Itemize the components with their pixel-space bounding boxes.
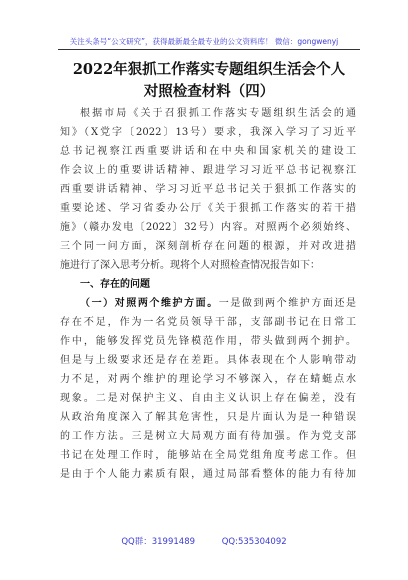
document-title-line-2: 对照检查材料（四） [143,83,275,100]
header-banner: 关注头条号“公文研究”，获得最新最全最专业的公文资料库！ 微信：gongwenyj [69,37,339,46]
body-line: 是由于个人能力素质有限，通过局部看整体的能力有待加 [60,469,356,480]
body-line: 重要论述、学习省委办公厅《关于狠抓工作落实的若干措 [60,203,356,214]
body-line: 作中，能够发挥党员先锋模范作用，带头做到两个拥护。 [60,336,356,347]
header-divider [58,49,360,50]
body-line: 施》（赣办发电〔2022〕32号）内容。对照两个必须始终、 [60,222,356,233]
document-title-line-1: 2022年狠抓工作落实专题组织生活会个人 [72,61,346,78]
body-line: 西重要讲话精神、学习习近平总书记关于狠抓工作落实的 [60,184,356,195]
footer-qq-number: QQ:535304092 [221,537,287,547]
body-line: 根据市局《关于召狠抓工作落实专题组织生活会的通 [80,108,356,119]
body-line: 从政治角度深入了解其危害性，只是片面认为是一种错误 [60,412,356,423]
document-body [60,104,356,484]
body-line: 存在不足，作为一名党员领导干部，支部副书记在日常工 [60,317,356,328]
body-line: 的工作方法。三是树立大局观方面有待加强。作为党支部 [60,431,356,442]
body-line: 总书记视察江西重要讲话和在中央和国家机关的建设工 [60,146,356,157]
body-line: 现象。二是对保护主义、自由主义认识上存在偏差，没有 [60,393,356,404]
body-line: 书记在处理工作时，能够站在全局党组角度考虑工作。但 [60,450,356,461]
body-line: 施进行了深入思考分析。现将个人对照检查情况报告如下： [60,260,320,271]
subsection-text: 一是做到两个维护方面还是 [218,298,356,309]
footer-contact [0,535,408,547]
body-line: 但是与上级要求还是存在差距。具体表现在个人影响带动 [60,355,356,366]
body-line: 力不足，对两个维护的理论学习不够深入，存在蜻蜓点水 [60,374,356,385]
subsection-heading: （一）对照两个维护方面。 [80,298,219,309]
body-line: 知》（X党字〔2022〕13号）要求，我深入学习了习近平 [60,127,356,138]
section-heading: 一、存在的问题 [80,279,150,290]
subsection-line [60,294,356,313]
body-line: 作会议上的重要讲话精神、跟进学习习近平总书记视察江 [60,165,356,176]
body-line: 三个同一问方面，深刻剖析存在问题的根源，并对改进措 [60,241,356,252]
footer-qq-group: QQ群：31991489 [121,537,196,547]
